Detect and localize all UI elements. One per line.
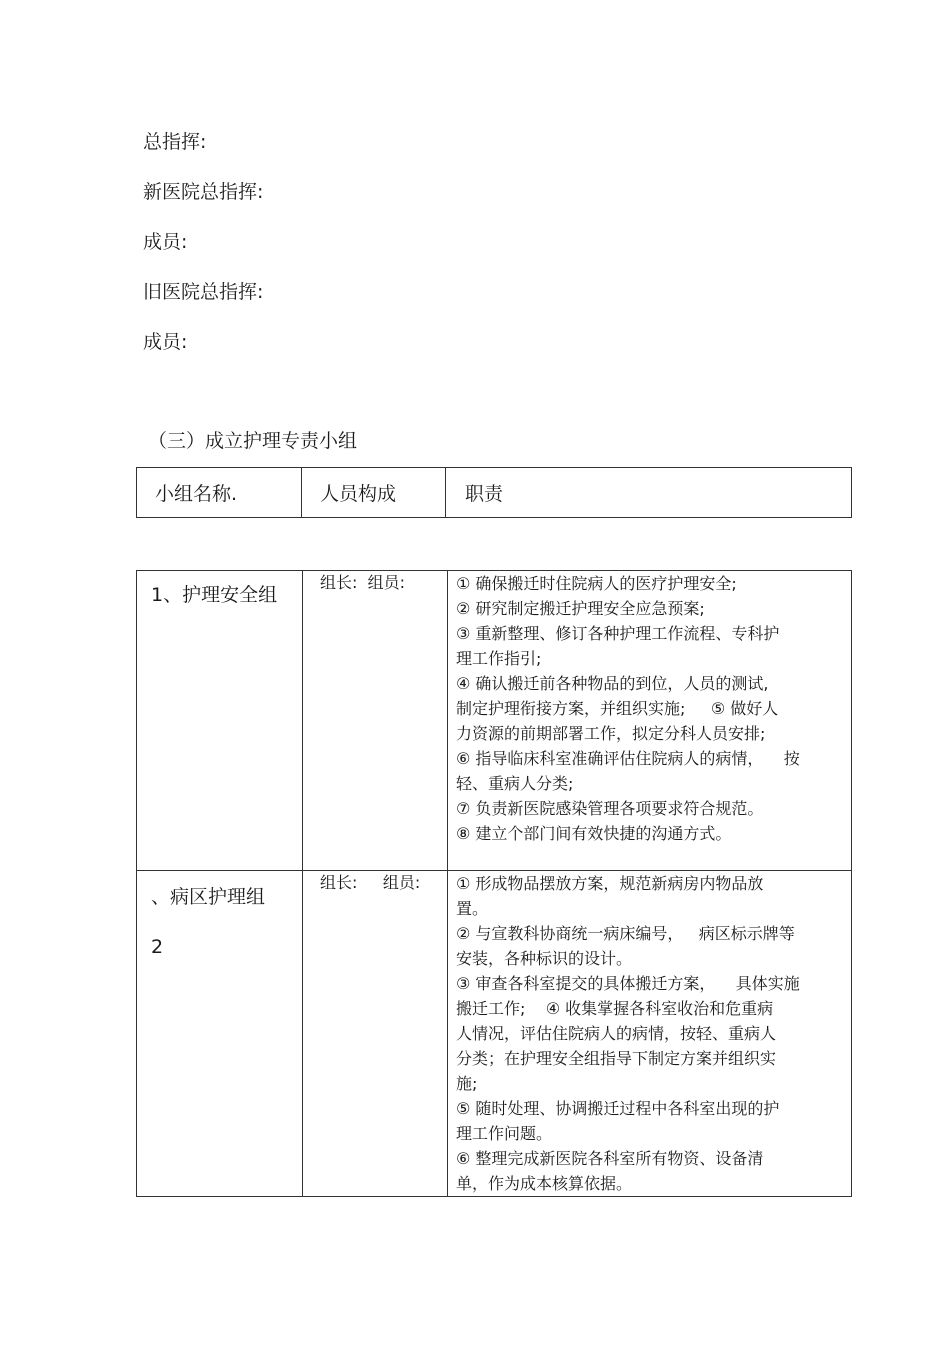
group-name: 1、护理安全组 xyxy=(151,584,278,606)
duty-line: ④ 确认搬迁前各种物品的到位，人员的测试, xyxy=(456,674,769,693)
duty-line: ⑤ 随时处理、协调搬迁过程中各科室出现的护 xyxy=(456,1099,780,1118)
duty-line: ① 形成物品摆放方案，规范新病房内物品放 xyxy=(456,874,764,893)
header-members: 人员构成 xyxy=(302,468,446,518)
group-name-cell xyxy=(137,571,303,871)
new-hospital-members-label: 成员: xyxy=(143,231,188,253)
group-name xyxy=(137,871,302,959)
duty-line: ⑦ 负责新医院感染管理各项要求符合规范。 xyxy=(456,799,764,818)
group-duties xyxy=(448,871,851,1196)
duty-line: 单，作为成本核算依据。 xyxy=(456,1174,633,1193)
duty-line: 理工作问题。 xyxy=(456,1124,553,1143)
header-duties: 职责 xyxy=(446,468,852,518)
group-name-cell xyxy=(137,871,303,1197)
group-members-cell xyxy=(303,871,448,1197)
duty-line: ② 研究制定搬迁护理安全应急预案; xyxy=(456,599,705,618)
duty-line: 施; xyxy=(456,1074,478,1093)
duty-line: ⑥ 指导临床科室准确评估住院病人的病情， 按 xyxy=(456,749,800,768)
group-name-number: 2 xyxy=(151,936,164,958)
group-duties xyxy=(448,571,851,846)
duty-line: ② 与宣教科协商统一病床编号， 病区标示牌等 xyxy=(456,924,795,943)
duty-line: ① 确保搬迁时住院病人的医疗护理安全; xyxy=(456,574,737,593)
table-row xyxy=(137,571,852,871)
group-members: 组长: 组员: xyxy=(320,573,405,592)
duty-line: 力资源的前期部署工作，拟定分科人员安排; xyxy=(456,724,766,743)
group-members: 组长: 组员: xyxy=(320,873,421,892)
duty-line: 置。 xyxy=(456,899,489,918)
group-name-text: 、病区护理组 xyxy=(151,886,266,908)
group-members-cell xyxy=(303,571,448,871)
header-group-name: 小组名称. xyxy=(137,468,302,518)
group-duties-cell xyxy=(448,871,852,1197)
old-hospital-commander-label: 旧医院总指挥: xyxy=(143,281,264,303)
duty-line: 搬迁工作; ④ 收集掌握各科室收治和危重病 xyxy=(456,999,774,1018)
duty-line: ③ 审查各科室提交的具体搬迁方案， 具体实施 xyxy=(456,974,800,993)
old-hospital-members-label: 成员: xyxy=(143,331,188,353)
duty-line: ⑧ 建立个部门间有效快捷的沟通方式。 xyxy=(456,824,732,843)
duty-line: 理工作指引; xyxy=(456,649,542,668)
duty-line: 轻、重病人分类; xyxy=(456,774,574,793)
duty-line: 安装，各种标识的设计。 xyxy=(456,949,633,968)
duty-line: ③ 重新整理、修订各种护理工作流程、专科护 xyxy=(456,624,780,643)
group-duties-cell xyxy=(448,571,852,871)
duty-line: 人情况，评估住院病人的病情，按轻、重病人 xyxy=(456,1024,777,1043)
groups-table xyxy=(136,570,852,1197)
table-header xyxy=(136,467,852,518)
table-row xyxy=(137,871,852,1197)
table-header-row xyxy=(137,468,852,518)
chief-commander-label: 总指挥: xyxy=(143,131,207,153)
duty-line: 制定护理衔接方案，并组织实施; ⑤ 做好人 xyxy=(456,699,779,718)
new-hospital-commander-label: 新医院总指挥: xyxy=(143,181,264,203)
duty-line: ⑥ 整理完成新医院各科室所有物资、设备清 xyxy=(456,1149,764,1168)
section-title: （三）成立护理专责小组 xyxy=(148,430,358,452)
duty-line: 分类；在护理安全组指导下制定方案并组织实 xyxy=(456,1049,777,1068)
